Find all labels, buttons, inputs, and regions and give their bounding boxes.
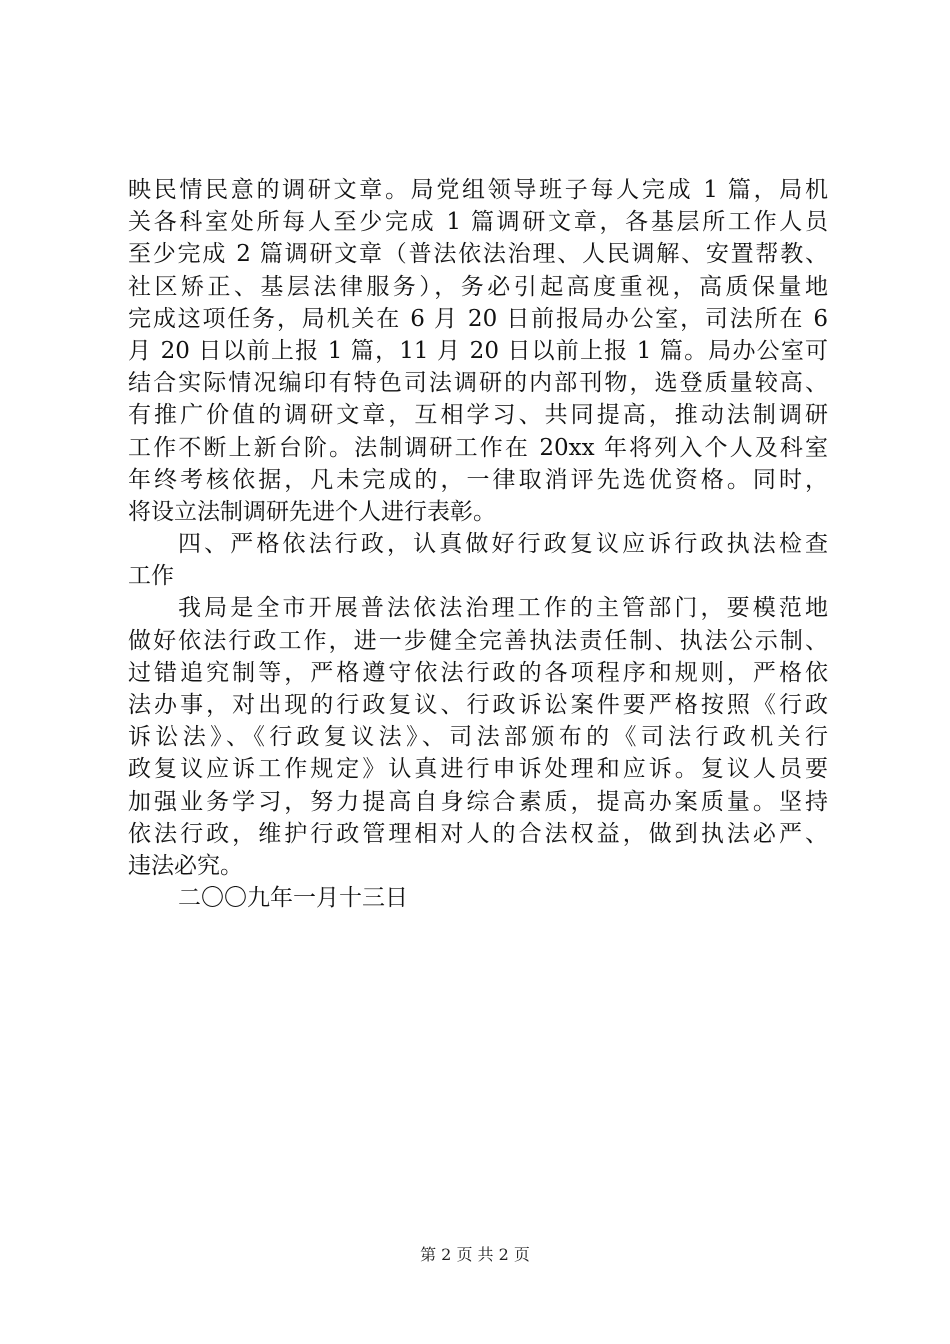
text-line: 至少完成 2 篇调研文章（普法依法治理、人民调解、安置帮教、 <box>128 241 828 268</box>
text-line: 有推广价值的调研文章，互相学习、共同提高，推动法制调研 <box>128 402 828 429</box>
text-line: 二〇〇九年一月十三日 <box>178 885 408 912</box>
text-line: 工作不断上新台阶。法制调研工作在 20xx 年将列入个人及科室 <box>128 434 828 461</box>
text-line: 完成这项任务，局机关在 6 月 20 日前报局办公室，司法所在 6 <box>128 305 828 332</box>
document-body <box>128 174 828 914</box>
text-line: 社区矫正、基层法律服务），务必引起高度重视，高质保量地 <box>128 273 828 300</box>
text-line: 过错追究制等，严格遵守依法行政的各项程序和规则，严格依 <box>128 659 828 686</box>
text-line: 月 20 日以前上报 1 篇，11 月 20 日以前上报 1 篇。局办公室可 <box>128 337 828 364</box>
text-line: 加强业务学习，努力提高自身综合素质，提高办案质量。坚持 <box>128 788 828 815</box>
text-line: 政复议应诉工作规定》认真进行申诉处理和应诉。复议人员要 <box>128 756 828 783</box>
page-footer: 第 2 页 共 2 页 <box>420 1245 530 1264</box>
text-line: 年终考核依据，凡未完成的，一律取消评先选优资格。同时， <box>128 466 828 493</box>
text-line: 做好依法行政工作，进一步健全完善执法责任制、执法公示制、 <box>128 627 828 654</box>
text-line: 违法必究。 <box>128 852 243 879</box>
text-line: 四、严格依法行政，认真做好行政复议应诉行政执法检查 <box>178 531 828 558</box>
text-line: 映民情民意的调研文章。局党组领导班子每人完成 1 篇，局机 <box>128 177 828 203</box>
text-line: 结合实际情况编印有特色司法调研的内部刊物，选登质量较高、 <box>128 370 828 397</box>
text-line: 我局是全市开展普法依法治理工作的主管部门，要模范地 <box>178 595 828 622</box>
text-line: 关各科室处所每人至少完成 1 篇调研文章，各基层所工作人员 <box>128 209 828 236</box>
text-line: 法办事，对出现的行政复议、行政诉讼案件要严格按照《行政 <box>128 692 828 718</box>
text-line: 诉讼法》、《行政复议法》、司法部颁布的《司法行政机关行 <box>128 724 828 751</box>
text-line: 将设立法制调研先进个人进行表彰。 <box>128 498 496 525</box>
text-line: 工作 <box>128 563 174 590</box>
text-line: 依法行政，维护行政管理相对人的合法权益，做到执法必严、 <box>128 820 828 847</box>
